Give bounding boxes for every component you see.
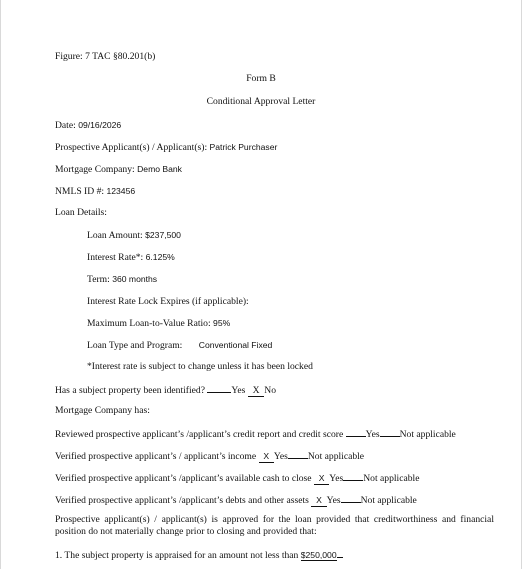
term-label: Term: [87,274,110,285]
verification-row-debts [55,493,417,507]
loan-amount-line [87,229,181,242]
ltv-label: Maximum Loan-to-Value Ratio: [87,318,211,329]
term-value: 360 months [112,274,158,284]
property-yes-label: Yes [231,385,246,396]
verification-yes-label: Yes [329,473,344,484]
mortgage-company-line [55,163,182,176]
verification-yes-label: Yes [365,429,380,440]
nmls-value: 123456 [106,186,136,196]
verification-mark: X [318,473,325,483]
loan-details-heading: Loan Details: [55,207,107,218]
verification-row-income [55,449,364,463]
verification-na-label: Not applicable [360,495,417,506]
term-line [87,273,157,286]
verification-text: Verified prospective applicant’s / applicant’s income [55,451,257,462]
verification-na-blank[interactable] [343,471,363,481]
rate-lock-label: Interest Rate Lock Expires (if applicable): [87,296,249,307]
verification-mark: X [316,495,322,505]
loan-type-label: Loan Type and Program: [87,340,183,351]
verification-text: Verified prospective applicant’s /applicant’s available cash to close [55,473,312,484]
verification-text: Reviewed prospective applicant’s /applicant’s credit report and credit score [55,429,344,440]
date-label: Date: [55,120,76,131]
no-blank[interactable] [248,385,265,397]
nmls-line [55,185,135,198]
verification-na-label: Not applicable [363,473,420,484]
interest-rate-label: Interest Rate*: [87,252,144,263]
condition-underline-tail [337,548,343,558]
property-identified-line [55,383,276,397]
verification-text: Verified prospective applicant’s /applicant’s debts and other assets [55,495,309,506]
mortgage-company-label: Mortgage Company: [55,164,135,175]
loan-amount-value: $237,500 [145,230,181,240]
verification-na-blank[interactable] [380,427,400,437]
form-name: Form B [246,73,276,84]
mortgage-company-value: Demo Bank [137,164,182,174]
verification-na-blank[interactable] [288,449,308,459]
interest-rate-value: 6.125% [145,252,175,262]
verification-na-label: Not applicable [399,429,456,440]
loan-type-value: Conventional Fixed [198,340,273,350]
applicant-value: Patrick Purchaser [209,142,278,152]
verification-yes-blank[interactable] [346,427,366,437]
property-question: Has a subject property been identified? [55,385,205,396]
loan-type-line [87,339,272,352]
interest-rate-line [87,251,175,264]
condition-item [55,548,343,562]
rate-note: *Interest rate is subject to change unless it has been locked [87,361,313,372]
company-has-heading: Mortgage Company has: [55,405,150,416]
verification-yes-blank[interactable] [311,495,326,507]
applicant-line [55,141,277,154]
loan-amount-label: Loan Amount: [87,230,143,241]
date-line [55,119,121,132]
rate-lock-line [87,295,249,308]
property-mark: X [252,385,260,396]
verification-na-label: Not applicable [307,451,365,462]
letter-title: Conditional Approval Letter [206,96,316,107]
verification-yes-label: Yes [273,451,288,462]
date-value: 09/16/2026 [78,120,122,130]
verification-row-credit [55,427,456,441]
verification-yes-label: Yes [326,495,341,506]
condition-text: 1. The subject property is appraised for an amount not less than [55,550,299,561]
yes-blank[interactable] [207,383,231,393]
verification-na-blank[interactable] [341,493,361,503]
approval-paragraph: Prospective applicant(s) / applicant(s) is approved for the loan provided that creditworthiness and financial position do not materially change prior to closing and provided that: [55,514,494,538]
verification-row-cash [55,471,419,485]
ltv-value: 95% [213,318,231,328]
condition-value: $250,000 [300,550,337,560]
applicant-label: Prospective Applicant(s) / Applicant(s): [55,142,208,153]
verification-yes-blank[interactable] [314,473,329,485]
figure-caption: Figure: 7 TAC §80.201(b) [55,51,156,62]
ltv-line [87,317,230,330]
verification-yes-blank[interactable] [259,451,274,463]
verification-mark: X [263,451,270,461]
property-no-label: No [264,385,277,396]
nmls-label: NMLS ID #: [55,186,105,197]
